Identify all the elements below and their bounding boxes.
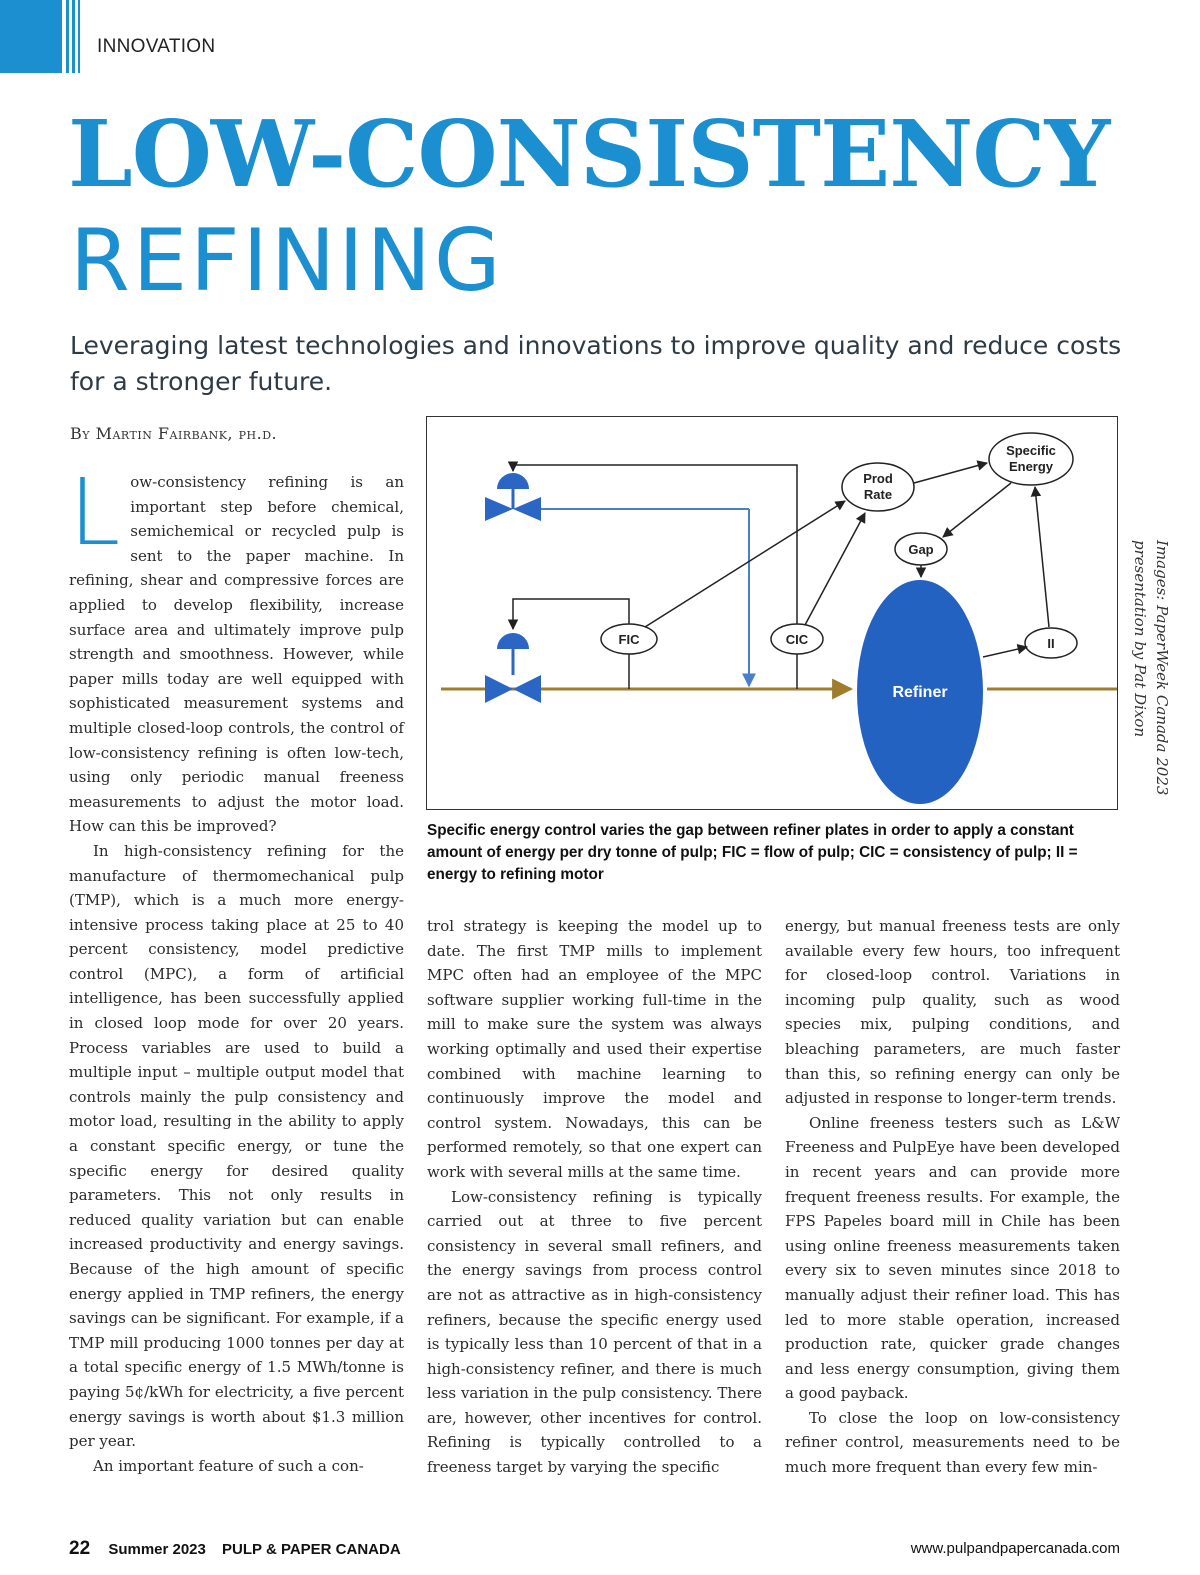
drop-cap: L [69,459,121,566]
cic-label: CIC [785,632,809,647]
signal-arrow [805,513,865,625]
page-number: 22 [69,1538,91,1559]
signal-line [513,599,629,629]
section-tab-bar [0,0,62,73]
signal-arrow [1035,487,1049,627]
signal-line [513,465,797,627]
paragraph: To close the loop on low-consistency refiner control, measurements need to be much more frequent than every few min- [785,1408,1120,1477]
article-title-line1: LOW-CONSISTENCY [68,100,1110,208]
paragraph: In high-consistency refining for the manufacture of thermomechanical pulp (TMP), which is a much more energy-intensive process taking place at 25 to 40 percent consistency, model predictive control (MPC), a form of artificial intelligence, has been successfully applied in closed loop mode for over 20 years. Process variables are used to build a multiple input – multiple output model that controls mainly the pulp consistency and motor load, resulting in the ability to apply a constant specific energy, or tune the specific energy for desired quality parameters. This not only results in reduced quality variation but can enable increased productivity and energy savings. Because of the high amount of specific energy applied in TMP refiners, the energy savings can be significant. For example, if a TMP mill producing 1000 tonnes per day at a total specific energy of 1.5 MWh/tonne is paying 5¢/kWh for electricity, a five percent energy savings is worth about $1.3 million per year. [69,841,404,1451]
specific-energy-label: Energy [1008,459,1054,474]
signal-arrow [645,501,845,627]
ii-label: II [1047,636,1055,651]
prod-rate-label: Prod [863,471,893,486]
prod-rate-label: Rate [863,487,893,502]
article-column-2 [427,914,762,1484]
paragraph: Low-consistency refining is typically carried out at three to five percent consistency in several small refiners, and the energy savings from process control are not as attractive as in high-consistency refiners, because the specific energy used is typically less than 10 percent of that in a high-consistency refiner, and there is much less variation in the pulp consistency. There are, however, other incentives for control. Refining is typically controlled to a freeness target by varying the specific [427,1187,762,1477]
refiner-label: Refiner [892,684,948,701]
lower-control-valve [485,633,541,703]
image-credit: Images: PaperWeek Canada 2023 presentation by Pat Dixon [1131,540,1171,796]
paragraph: energy, but manual freeness tests are only available every few hours, too infrequent for closed-loop control. Variations in incoming pulp quality, such as wood species mix, pulping conditions, and bleaching parameters, are much faster than this, so refining energy can only be adjusted in response to longer-term trends. [785,917,1120,1108]
tab-stripe [78,0,80,73]
gap-label: Gap [908,542,934,557]
article-column-1 [69,459,404,1480]
process-diagram [427,417,1119,811]
article-title-line2: REFINING [70,211,504,311]
paragraph: Online freeness testers such as L&W Freeness and PulpEye have been developed in recent years and can provide more frequent freeness results. For example, the FPS Papeles board mill in Chile has been using online freeness measurements taken every six to seven minutes since 2018 to manually adjust their refiner load. This has led to more stable operation, increased production rate, quicker grade changes and less energy consumption, giving them a good payback. [785,1113,1120,1403]
upper-control-valve [485,473,541,521]
paragraph: An important feature of such a con- [93,1456,364,1475]
paragraph: trol strategy is keeping the model up to date. The first TMP mills to implement MPC often had an employee of the MPC software supplier working full-time in the mill to make sure the system was always working optimally and used their expertise combined with machine learning to continuously improve the model and control system. Nowadays, this can be performed remotely, so that one expert can work with several mills at the same time. [427,917,762,1181]
article-column-3 [785,914,1120,1484]
tab-stripe [72,0,75,73]
figure-caption: Specific energy control varies the gap between refiner plates in order to apply a constant amount of energy per dry tonne of pulp; FIC = flow of pulp; CIC = consistency of pulp; II = energy to refining motor [427,822,1078,883]
signal-arrow [983,647,1027,657]
byline [70,424,277,443]
signal-arrow [943,483,1011,537]
process-diagram-figure [426,416,1118,810]
byline-text: By Martin Fairbank, ph.d. [70,424,278,443]
specific-energy-label: Specific [1006,443,1056,458]
section-label: INNOVATION [97,36,216,57]
fic-label: FIC [618,632,640,647]
page-footer [69,1538,1120,1562]
paragraph [69,459,404,839]
tab-stripe [66,0,69,73]
issue-date: Summer 2023 [108,1541,206,1558]
article-deck: Leveraging latest technologies and innovations to improve quality and reduce costs for a stronger future. [70,331,1122,396]
website-link[interactable]: www.pulpandpapercanada.com [910,1540,1120,1557]
paragraph-text: ow-consistency refining is an important step before chemical, semichemical or recycled pulp is sent to the paper machine. In refining, shear and compressive forces are applied to develop flexibility, increase surface area and ultimately improve pulp strength and smoothness. However, while paper mills today are well equipped with sophisticated measurement systems and multiple closed-loop controls, the control of low-consistency refining is often low-tech, using only periodic manual freeness measurements to adjust the motor load. How can this be improved? [69,473,404,836]
signal-arrow [914,463,987,483]
magazine-name: PULP & PAPER CANADA [222,1541,401,1558]
